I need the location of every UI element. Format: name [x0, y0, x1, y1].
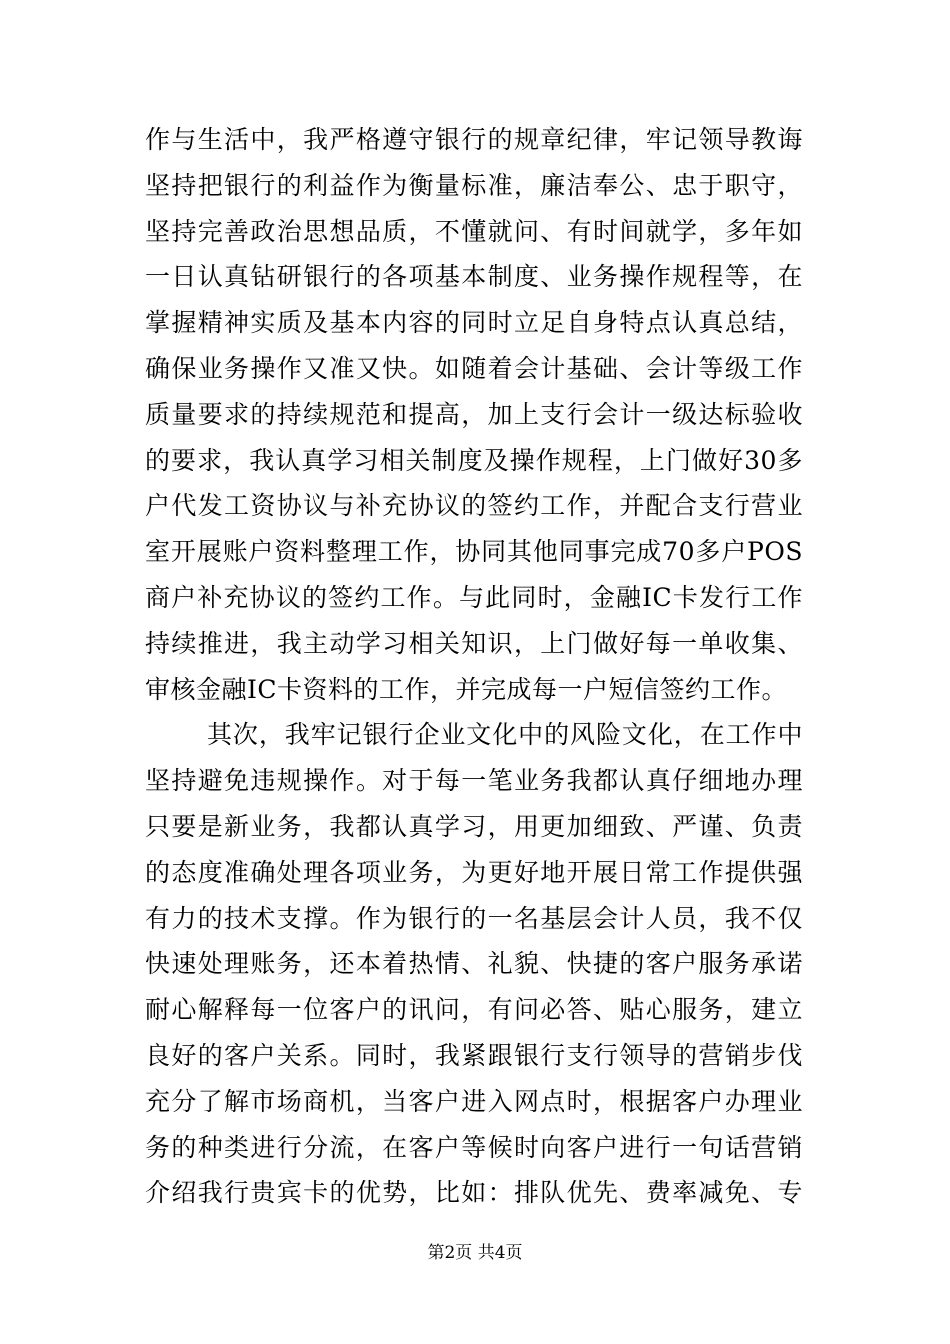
paragraph [145, 117, 803, 712]
text-line: 持续推进，我主动学习相关知识，上门做好每一单收集、 [145, 628, 803, 658]
text-line: 充分了解市场商机，当客户进入网点时，根据客户办理业 [145, 1086, 803, 1116]
page-number-footer: 第2页 共4页 [427, 1243, 523, 1263]
text-line: 良好的客户关系。同时，我紧跟银行支行领导的营销步伐 [145, 1040, 803, 1070]
text-line: 的态度准确处理各项业务，为更好地开展日常工作提供强 [145, 857, 803, 887]
text-line: 务的种类进行分流，在客户等候时向客户进行一句话营销 [145, 1132, 803, 1162]
text-line: 掌握精神实质及基本内容的同时立足自身特点认真总结， [145, 308, 803, 338]
text-line: 耐心解释每一位客户的讯问，有问必答、贴心服务，建立 [145, 995, 803, 1025]
text-line: 审核金融IC卡资料的工作，并完成每一户短信签约工作。 [145, 674, 788, 704]
text-line: 介绍我行贵宾卡的优势，比如：排队优先、费率减免、专 [145, 1178, 803, 1208]
text-line: 坚持把银行的利益作为衡量标准，廉洁奉公、忠于职守， [145, 170, 803, 200]
text-line: 只要是新业务，我都认真学习，用更加细致、严谨、负责 [145, 811, 803, 841]
paragraph [145, 712, 803, 1216]
text-line: 质量要求的持续规范和提高，加上支行会计一级达标验收 [145, 399, 803, 429]
document-body [145, 117, 803, 1216]
text-line: 一日认真钻研银行的各项基本制度、业务操作规程等，在 [145, 262, 803, 292]
text-line: 作与生活中，我严格遵守银行的规章纪律，牢记领导教诲 [145, 125, 803, 154]
text-line: 确保业务操作又准又快。如随着会计基础、会计等级工作 [145, 353, 803, 383]
text-line: 坚持完善政治思想品质，不懂就问、有时间就学，多年如 [145, 216, 803, 246]
text-line: 的要求，我认真学习相关制度及操作规程，上门做好30多 [145, 445, 803, 475]
text-line: 坚持避免违规操作。对于每一笔业务我都认真仔细地办理 [145, 766, 803, 796]
text-line: 户代发工资协议与补充协议的签约工作，并配合支行营业 [145, 491, 803, 521]
text-line: 其次，我牢记银行企业文化中的风险文化，在工作中 [207, 720, 803, 750]
text-line: 有力的技术支撑。作为银行的一名基层会计人员，我不仅 [145, 903, 803, 933]
text-line: 商户补充协议的签约工作。与此同时，金融IC卡发行工作 [145, 582, 803, 612]
text-line: 室开展账户资料整理工作，协同其他同事完成70多户POS [145, 537, 803, 567]
text-line: 快速处理账务，还本着热情、礼貌、快捷的客户服务承诺 [145, 949, 803, 979]
